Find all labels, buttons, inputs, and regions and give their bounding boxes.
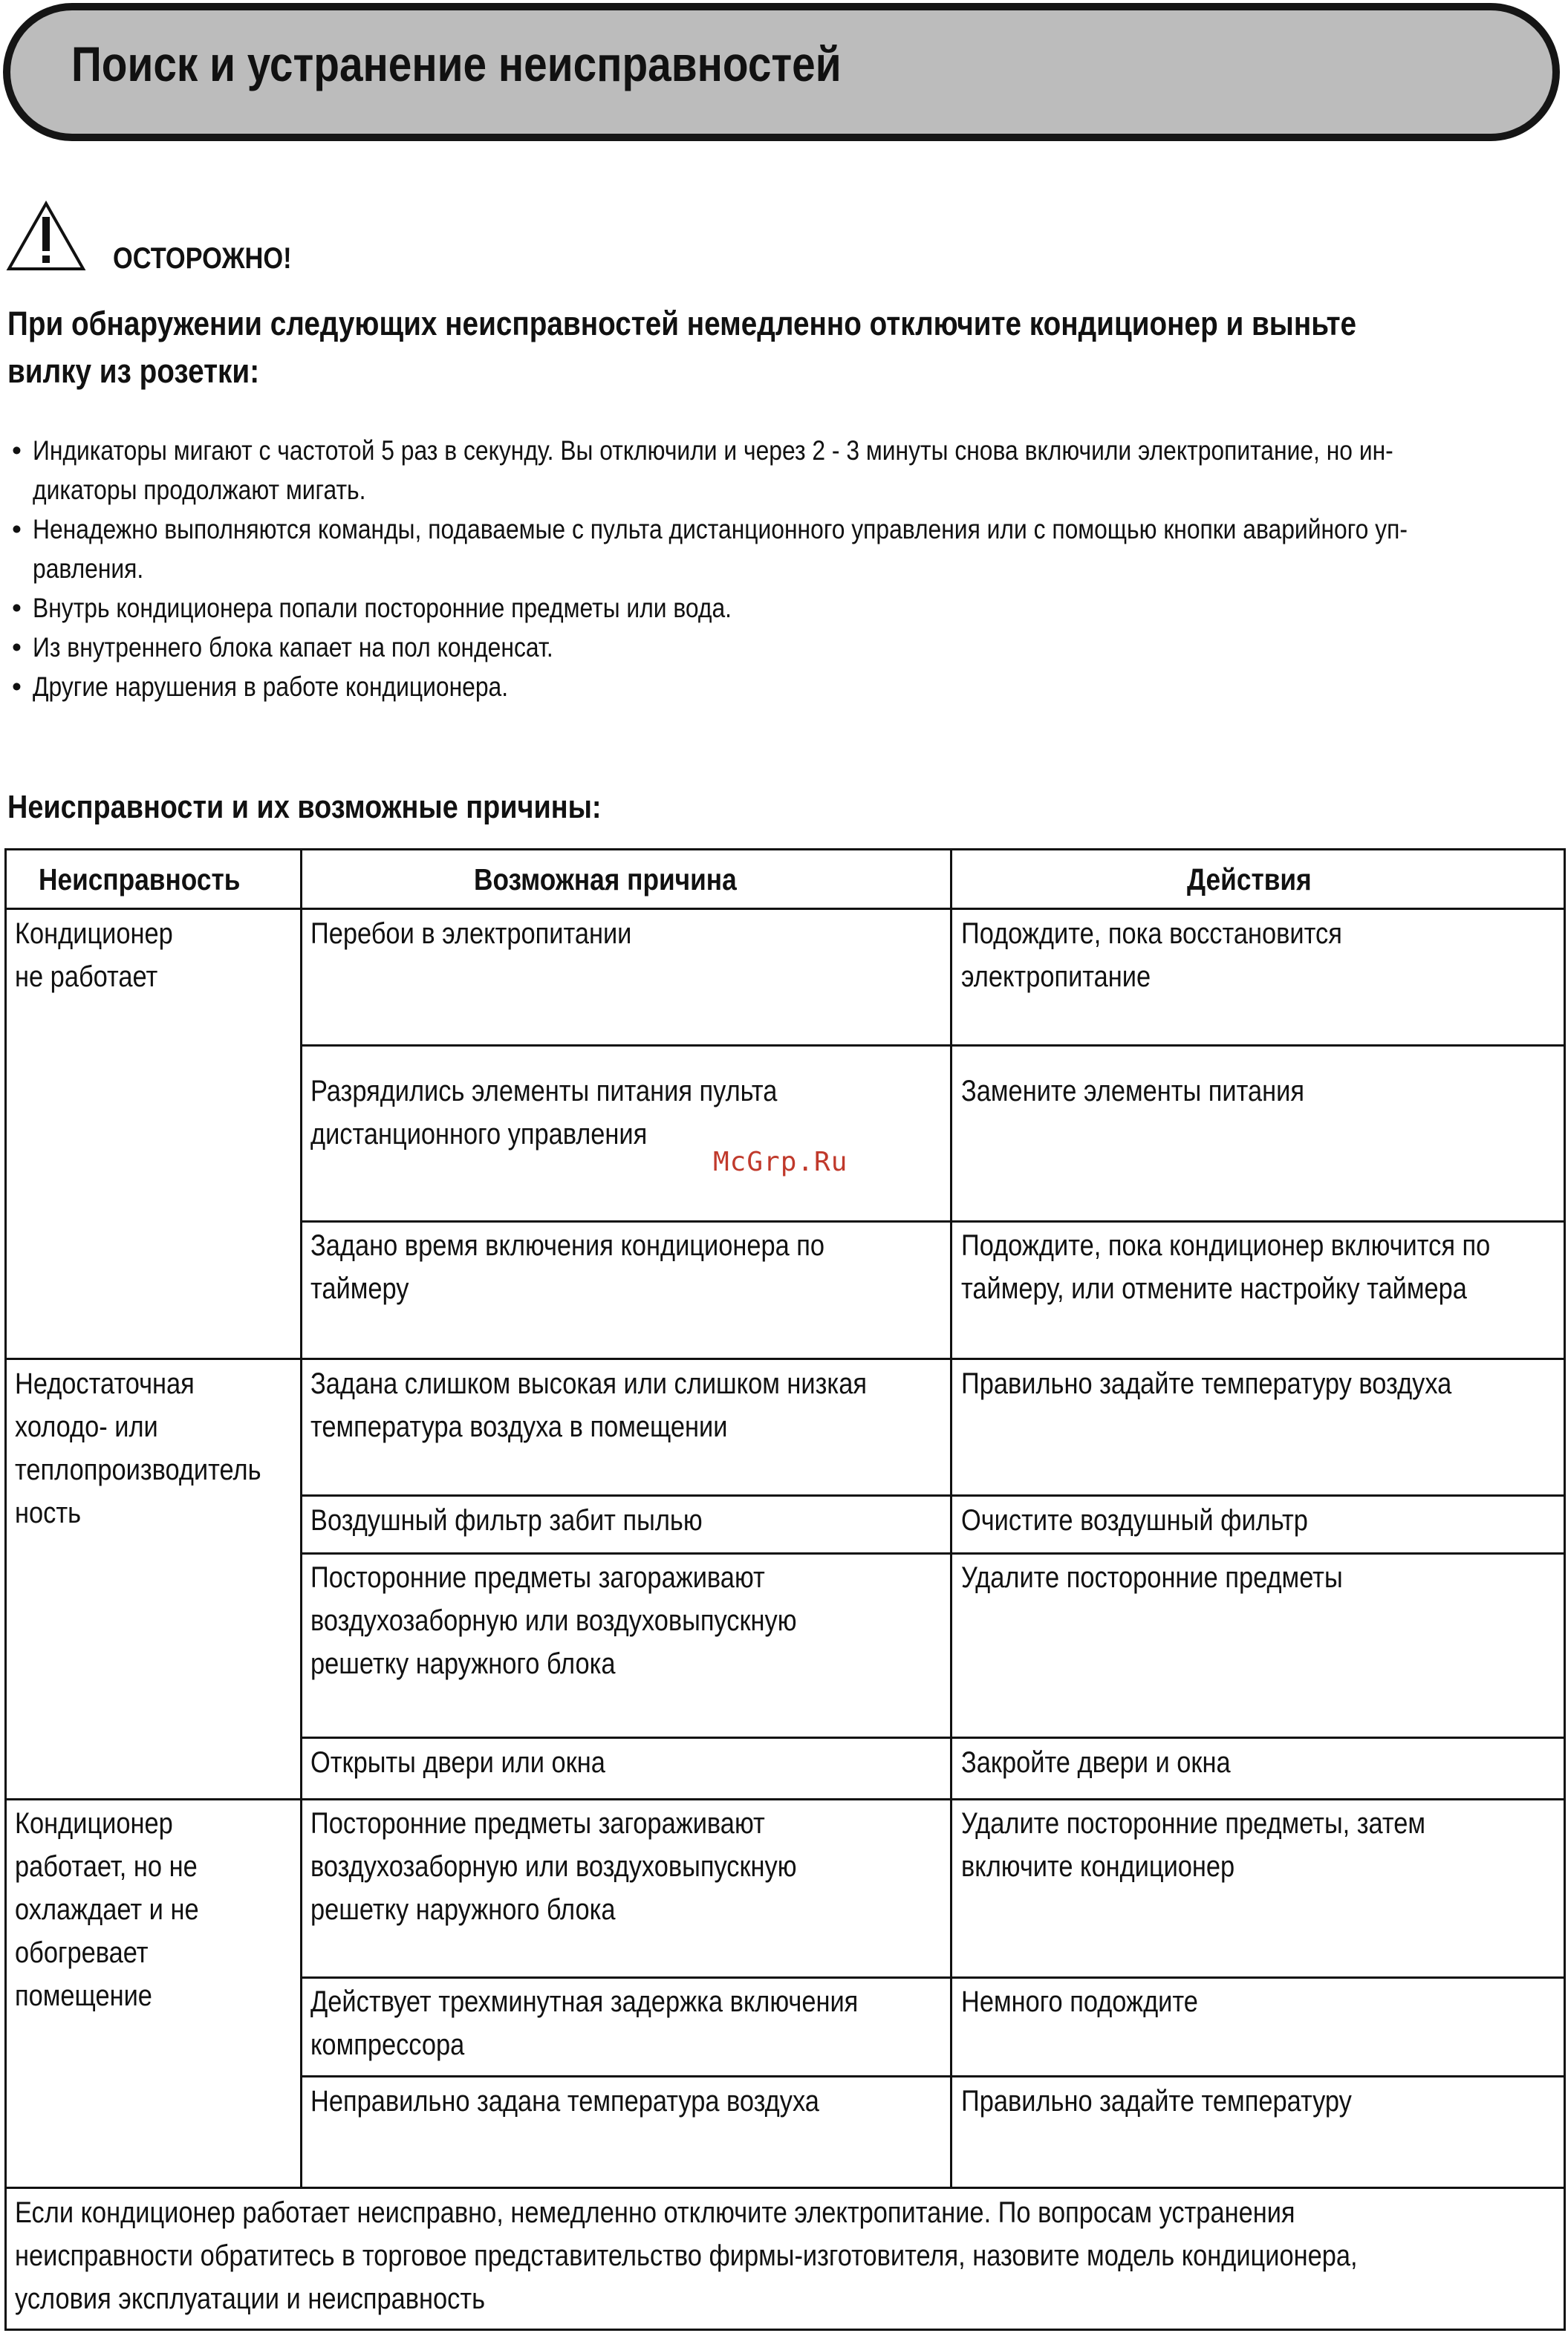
row-divider: [300, 1044, 1566, 1047]
action-cell: Немного подождите: [961, 1985, 1198, 2018]
column-header: Неисправность: [39, 862, 241, 897]
table-footer-note: Если кондиционер работает неисправно, немедленно отключите электропитание. По вопросам устранения неисправности обратитесь в торговое представительство фирмы-изготовителя, назовите модель кондиционера, условия эксплуатации и неисправность: [15, 2196, 1358, 2315]
cause-cell: Задана слишком высокая или слишком низкая температура воздуха в помещении: [310, 1367, 867, 1443]
page-title: Поиск и устранение неисправностей: [71, 36, 842, 91]
row-divider: [300, 2075, 1566, 2077]
table-border: [4, 848, 1566, 850]
cause-cell: Воздушный фильтр забит пылью: [310, 1504, 703, 1537]
action-cell: Очистите воздушный фильтр: [961, 1504, 1308, 1537]
list-item: • Другие нарушения в работе кондиционера.: [12, 671, 509, 702]
list-item: • Ненадежно выполняются команды, подаваемые с пульта дистанционного управления или с помощью кнопки аварийного уп-: [12, 514, 1408, 544]
row-divider: [300, 1220, 1566, 1223]
action-cell: Правильно задайте температуру: [961, 2085, 1352, 2118]
problem-cell: Кондиционер работает, но не охлаждает и не обогревает помещение: [15, 1807, 199, 2012]
cause-cell: Перебои в электропитании: [310, 917, 632, 950]
cause-cell: Разрядились элементы питания пульта дистанционного управления: [310, 1075, 778, 1151]
row-divider: [300, 1494, 1566, 1497]
column-header: Действия: [1187, 862, 1312, 897]
list-item: • Внутрь кондиционера попали посторонние предметы или вода.: [12, 593, 732, 623]
list-item-continuation: равления.: [33, 553, 144, 584]
problem-cell: Недостаточная холодо- или теплопроизводитель ность: [15, 1367, 261, 1529]
action-cell: Удалите посторонние предметы: [961, 1561, 1343, 1594]
action-cell: Подождите, пока восстановится электропитание: [961, 917, 1342, 993]
list-item: • Индикаторы мигают с частотой 5 раз в секунду. Вы отключили и через 2 - 3 минуты снова включили электропитание, но ин-: [12, 435, 1393, 466]
table-border: [4, 848, 7, 2331]
row-divider: [4, 908, 1566, 910]
cause-cell: Открыты двери или окна: [310, 1746, 605, 1779]
watermark: McGrp.Ru: [713, 1147, 848, 1177]
warning-line: При обнаружении следующих неисправностей немедленно отключите кондиционер и выньте: [7, 305, 1357, 342]
table-border: [4, 2329, 1566, 2331]
row-divider: [4, 2187, 1566, 2189]
section-title: Неисправности и их возможные причины:: [7, 789, 602, 825]
warning-label: ОСТОРОЖНО!: [113, 242, 292, 275]
column-header: Возможная причина: [474, 862, 737, 897]
warning-line: вилку из розетки:: [7, 352, 260, 390]
cause-cell: Задано время включения кондиционера по таймеру: [310, 1229, 825, 1305]
warning-triangle-icon: [6, 201, 86, 272]
action-cell: Подождите, пока кондиционер включится по таймеру, или отмените настройку таймера: [961, 1229, 1491, 1305]
cause-cell: Посторонние предметы загораживают воздухозаборную или воздуховыпускную решетку наружного блока: [310, 1561, 797, 1680]
cause-cell: Действует трехминутная задержка включения компрессора: [310, 1985, 859, 2061]
problem-cell: Кондиционер не работает: [15, 917, 173, 993]
action-cell: Замените элементы питания: [961, 1075, 1304, 1107]
bullet-list: [7, 431, 1568, 706]
column-divider: [950, 848, 952, 2188]
row-divider: [300, 1976, 1566, 1979]
action-cell: Удалите посторонние предметы, затем включите кондиционер: [961, 1807, 1426, 1883]
row-divider: [4, 1358, 1566, 1360]
list-item: • Из внутреннего блока капает на пол конденсат.: [12, 632, 553, 663]
list-item-continuation: дикаторы продолжают мигать.: [33, 475, 366, 505]
warning-text: [7, 300, 1568, 395]
row-divider: [300, 1552, 1566, 1555]
table-border: [1564, 848, 1566, 2331]
cause-cell: Посторонние предметы загораживают воздухозаборную или воздуховыпускную решетку наружного блока: [310, 1807, 797, 1926]
action-cell: Правильно задайте температуру воздуха: [961, 1367, 1452, 1400]
row-divider: [300, 1737, 1566, 1739]
action-cell: Закройте двери и окна: [961, 1746, 1231, 1779]
row-divider: [4, 1798, 1566, 1800]
cause-cell: Неправильно задана температура воздуха: [310, 2085, 819, 2118]
